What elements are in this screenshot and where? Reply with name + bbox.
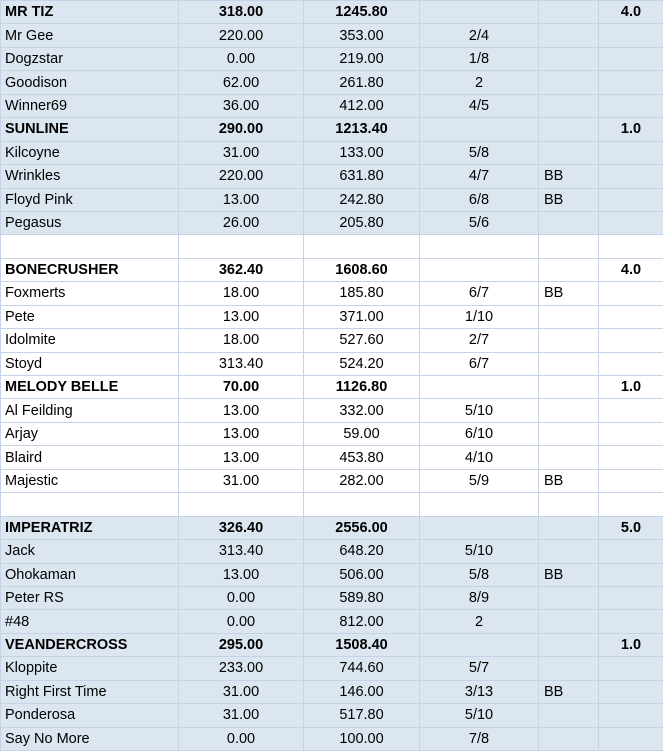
player-row	[1, 657, 663, 680]
points-cell[interactable]: 313.40	[179, 352, 304, 375]
player-row	[1, 540, 663, 563]
points-cell[interactable]: 0.00	[179, 610, 304, 633]
points-cell[interactable]: 290.00	[179, 118, 304, 141]
player-row	[1, 141, 663, 164]
total-cell[interactable]: 589.80	[304, 586, 420, 609]
score-cell[interactable]	[599, 704, 663, 727]
total-cell[interactable]: 1213.40	[304, 118, 420, 141]
bb-cell[interactable]	[539, 47, 599, 70]
fraction-cell[interactable]: 6/7	[420, 352, 539, 375]
score-cell[interactable]: 4.0	[599, 1, 663, 24]
player-row	[1, 610, 663, 633]
score-cell[interactable]	[599, 94, 663, 117]
fraction-cell[interactable]: 1/10	[420, 305, 539, 328]
bb-cell[interactable]	[539, 446, 599, 469]
score-cell[interactable]	[599, 680, 663, 703]
player-row	[1, 211, 663, 234]
points-cell[interactable]: 13.00	[179, 399, 304, 422]
bb-cell[interactable]	[539, 118, 599, 141]
points-cell[interactable]: 70.00	[179, 376, 304, 399]
fraction-cell[interactable]	[420, 118, 539, 141]
bb-cell[interactable]	[539, 141, 599, 164]
team-row	[1, 516, 663, 539]
score-cell[interactable]	[599, 24, 663, 47]
bb-cell[interactable]: BB	[539, 469, 599, 492]
name-cell[interactable]: MELODY BELLE	[1, 376, 179, 399]
fraction-cell[interactable]: 5/9	[420, 469, 539, 492]
fraction-cell[interactable]: 3/13	[420, 680, 539, 703]
name-cell[interactable]: Arjay	[1, 422, 179, 445]
score-cell[interactable]	[599, 211, 663, 234]
fraction-cell[interactable]	[420, 258, 539, 281]
fraction-cell[interactable]: 2/4	[420, 24, 539, 47]
fraction-cell[interactable]: 5/10	[420, 704, 539, 727]
points-cell[interactable]: 220.00	[179, 165, 304, 188]
bb-cell[interactable]	[539, 657, 599, 680]
score-cell[interactable]	[599, 657, 663, 680]
name-cell[interactable]: Jack	[1, 540, 179, 563]
points-cell[interactable]: 0.00	[179, 727, 304, 750]
score-cell[interactable]	[599, 563, 663, 586]
score-cell[interactable]	[599, 586, 663, 609]
name-cell[interactable]: Mr Gee	[1, 24, 179, 47]
player-row	[1, 94, 663, 117]
player-row	[1, 704, 663, 727]
total-cell[interactable]: 146.00	[304, 680, 420, 703]
score-cell[interactable]	[599, 141, 663, 164]
score-cell[interactable]: 1.0	[599, 376, 663, 399]
name-cell[interactable]: Dogzstar	[1, 47, 179, 70]
total-cell[interactable]: 506.00	[304, 563, 420, 586]
total-cell[interactable]: 205.80	[304, 211, 420, 234]
score-cell[interactable]	[599, 399, 663, 422]
bb-cell[interactable]	[539, 610, 599, 633]
total-cell[interactable]	[304, 235, 420, 258]
points-cell[interactable]: 31.00	[179, 469, 304, 492]
name-cell[interactable]: Stoyd	[1, 352, 179, 375]
name-cell[interactable]: Kloppite	[1, 657, 179, 680]
fraction-cell[interactable]	[420, 1, 539, 24]
fraction-cell[interactable]	[420, 493, 539, 516]
bb-cell[interactable]	[539, 633, 599, 656]
bb-cell[interactable]	[539, 727, 599, 750]
name-cell[interactable]: #48	[1, 610, 179, 633]
total-cell[interactable]: 185.80	[304, 282, 420, 305]
total-cell[interactable]: 2556.00	[304, 516, 420, 539]
fraction-cell[interactable]: 5/7	[420, 657, 539, 680]
fraction-cell[interactable]	[420, 376, 539, 399]
player-row	[1, 469, 663, 492]
bb-cell[interactable]: BB	[539, 680, 599, 703]
total-cell[interactable]: 453.80	[304, 446, 420, 469]
score-cell[interactable]	[599, 47, 663, 70]
total-cell[interactable]: 1245.80	[304, 1, 420, 24]
player-row	[1, 727, 663, 750]
total-cell[interactable]: 1508.40	[304, 633, 420, 656]
team-row	[1, 633, 663, 656]
name-cell[interactable]: Pegasus	[1, 211, 179, 234]
bb-cell[interactable]	[539, 704, 599, 727]
points-cell[interactable]: 13.00	[179, 446, 304, 469]
total-cell[interactable]: 744.60	[304, 657, 420, 680]
name-cell[interactable]: Peter RS	[1, 586, 179, 609]
player-row	[1, 422, 663, 445]
points-cell[interactable]: 0.00	[179, 586, 304, 609]
name-cell[interactable]: Wrinkles	[1, 165, 179, 188]
score-cell[interactable]	[599, 71, 663, 94]
score-cell[interactable]	[599, 422, 663, 445]
fraction-cell[interactable]: 2	[420, 610, 539, 633]
total-cell[interactable]: 219.00	[304, 47, 420, 70]
name-cell[interactable]: BONECRUSHER	[1, 258, 179, 281]
total-cell[interactable]: 100.00	[304, 727, 420, 750]
points-cell[interactable]: 62.00	[179, 71, 304, 94]
spacer-row	[1, 235, 663, 258]
fraction-cell[interactable]: 5/10	[420, 540, 539, 563]
total-cell[interactable]: 412.00	[304, 94, 420, 117]
score-cell[interactable]: 5.0	[599, 516, 663, 539]
player-row	[1, 680, 663, 703]
name-cell[interactable]: Ponderosa	[1, 704, 179, 727]
name-cell[interactable]	[1, 493, 179, 516]
points-cell[interactable]: 233.00	[179, 657, 304, 680]
points-cell[interactable]: 31.00	[179, 141, 304, 164]
player-row	[1, 329, 663, 352]
team-row	[1, 376, 663, 399]
fraction-cell[interactable]: 2/7	[420, 329, 539, 352]
bb-cell[interactable]: BB	[539, 563, 599, 586]
bb-cell[interactable]	[539, 235, 599, 258]
name-cell[interactable]: Al Feilding	[1, 399, 179, 422]
bb-cell[interactable]: BB	[539, 188, 599, 211]
points-cell[interactable]: 13.00	[179, 188, 304, 211]
team-row	[1, 258, 663, 281]
total-cell[interactable]: 332.00	[304, 399, 420, 422]
spreadsheet-body	[1, 1, 663, 751]
total-cell[interactable]: 1608.60	[304, 258, 420, 281]
points-cell[interactable]: 26.00	[179, 211, 304, 234]
total-cell[interactable]: 59.00	[304, 422, 420, 445]
total-cell[interactable]: 261.80	[304, 71, 420, 94]
total-cell[interactable]: 631.80	[304, 165, 420, 188]
score-cell[interactable]	[599, 352, 663, 375]
name-cell[interactable]: Floyd Pink	[1, 188, 179, 211]
points-cell[interactable]: 362.40	[179, 258, 304, 281]
player-row	[1, 446, 663, 469]
player-row	[1, 352, 663, 375]
points-cell[interactable]: 13.00	[179, 305, 304, 328]
bb-cell[interactable]	[539, 376, 599, 399]
fraction-cell[interactable]: 5/6	[420, 211, 539, 234]
name-cell[interactable]: MR TIZ	[1, 1, 179, 24]
total-cell[interactable]: 133.00	[304, 141, 420, 164]
total-cell[interactable]: 648.20	[304, 540, 420, 563]
score-cell[interactable]: 4.0	[599, 258, 663, 281]
bb-cell[interactable]	[539, 399, 599, 422]
name-cell[interactable]: SUNLINE	[1, 118, 179, 141]
fraction-cell[interactable]: 7/8	[420, 727, 539, 750]
total-cell[interactable]: 524.20	[304, 352, 420, 375]
player-row	[1, 305, 663, 328]
name-cell[interactable]: IMPERATRIZ	[1, 516, 179, 539]
bb-cell[interactable]	[539, 305, 599, 328]
fraction-cell[interactable]: 4/7	[420, 165, 539, 188]
name-cell[interactable]	[1, 235, 179, 258]
player-row	[1, 188, 663, 211]
fraction-cell[interactable]: 8/9	[420, 586, 539, 609]
score-cell[interactable]	[599, 493, 663, 516]
fraction-cell[interactable]: 6/7	[420, 282, 539, 305]
total-cell[interactable]: 371.00	[304, 305, 420, 328]
total-cell[interactable]: 242.80	[304, 188, 420, 211]
bb-cell[interactable]	[539, 211, 599, 234]
bb-cell[interactable]	[539, 71, 599, 94]
score-cell[interactable]: 1.0	[599, 118, 663, 141]
bb-cell[interactable]: BB	[539, 165, 599, 188]
fraction-cell[interactable]	[420, 235, 539, 258]
points-cell[interactable]: 18.00	[179, 329, 304, 352]
bb-cell[interactable]	[539, 540, 599, 563]
bb-cell[interactable]	[539, 329, 599, 352]
score-cell[interactable]	[599, 540, 663, 563]
points-cell[interactable]: 31.00	[179, 704, 304, 727]
score-cell[interactable]	[599, 165, 663, 188]
total-cell[interactable]	[304, 493, 420, 516]
bb-cell[interactable]	[539, 422, 599, 445]
points-cell[interactable]: 0.00	[179, 47, 304, 70]
player-row	[1, 71, 663, 94]
fraction-cell[interactable]: 2	[420, 71, 539, 94]
total-cell[interactable]: 282.00	[304, 469, 420, 492]
score-cell[interactable]	[599, 446, 663, 469]
points-cell[interactable]	[179, 235, 304, 258]
player-row	[1, 165, 663, 188]
player-row	[1, 586, 663, 609]
score-cell[interactable]	[599, 188, 663, 211]
player-row	[1, 24, 663, 47]
total-cell[interactable]: 517.80	[304, 704, 420, 727]
spacer-row	[1, 493, 663, 516]
total-cell[interactable]: 527.60	[304, 329, 420, 352]
points-cell[interactable]: 220.00	[179, 24, 304, 47]
player-row	[1, 399, 663, 422]
name-cell[interactable]: VEANDERCROSS	[1, 633, 179, 656]
fraction-cell[interactable]: 5/8	[420, 563, 539, 586]
fraction-cell[interactable]	[420, 633, 539, 656]
fraction-cell[interactable]: 6/10	[420, 422, 539, 445]
name-cell[interactable]: Blaird	[1, 446, 179, 469]
name-cell[interactable]: Idolmite	[1, 329, 179, 352]
fraction-cell[interactable]: 4/10	[420, 446, 539, 469]
bb-cell[interactable]	[539, 352, 599, 375]
points-cell[interactable]: 326.40	[179, 516, 304, 539]
name-cell[interactable]: Winner69	[1, 94, 179, 117]
bb-cell[interactable]	[539, 586, 599, 609]
bb-cell[interactable]	[539, 1, 599, 24]
score-cell[interactable]	[599, 469, 663, 492]
total-cell[interactable]: 812.00	[304, 610, 420, 633]
total-cell[interactable]: 1126.80	[304, 376, 420, 399]
bb-cell[interactable]	[539, 516, 599, 539]
name-cell[interactable]: Goodison	[1, 71, 179, 94]
total-cell[interactable]: 353.00	[304, 24, 420, 47]
score-cell[interactable]: 1.0	[599, 633, 663, 656]
player-row	[1, 47, 663, 70]
bb-cell[interactable]	[539, 94, 599, 117]
score-cell[interactable]	[599, 235, 663, 258]
team-row	[1, 118, 663, 141]
score-cell[interactable]	[599, 282, 663, 305]
name-cell[interactable]: Say No More	[1, 727, 179, 750]
fraction-cell[interactable]: 5/8	[420, 141, 539, 164]
fraction-cell[interactable]: 6/8	[420, 188, 539, 211]
bb-cell[interactable]: BB	[539, 282, 599, 305]
name-cell[interactable]: Foxmerts	[1, 282, 179, 305]
points-cell[interactable]: 13.00	[179, 563, 304, 586]
player-row	[1, 282, 663, 305]
points-cell[interactable]: 13.00	[179, 422, 304, 445]
team-row	[1, 1, 663, 24]
score-cell[interactable]	[599, 727, 663, 750]
points-cell[interactable]: 31.00	[179, 680, 304, 703]
points-cell[interactable]: 18.00	[179, 282, 304, 305]
fraction-cell[interactable]: 4/5	[420, 94, 539, 117]
name-cell[interactable]: Pete	[1, 305, 179, 328]
player-row	[1, 563, 663, 586]
fraction-cell[interactable]: 5/10	[420, 399, 539, 422]
points-cell[interactable]	[179, 493, 304, 516]
name-cell[interactable]: Ohokaman	[1, 563, 179, 586]
name-cell[interactable]: Right First Time	[1, 680, 179, 703]
points-cell[interactable]: 318.00	[179, 1, 304, 24]
bb-cell[interactable]	[539, 24, 599, 47]
name-cell[interactable]: Majestic	[1, 469, 179, 492]
score-cell[interactable]	[599, 329, 663, 352]
score-cell[interactable]	[599, 305, 663, 328]
fraction-cell[interactable]	[420, 516, 539, 539]
name-cell[interactable]: Kilcoyne	[1, 141, 179, 164]
points-cell[interactable]: 313.40	[179, 540, 304, 563]
bb-cell[interactable]	[539, 493, 599, 516]
fraction-cell[interactable]: 1/8	[420, 47, 539, 70]
points-cell[interactable]: 295.00	[179, 633, 304, 656]
points-cell[interactable]: 36.00	[179, 94, 304, 117]
bb-cell[interactable]	[539, 258, 599, 281]
score-cell[interactable]	[599, 610, 663, 633]
